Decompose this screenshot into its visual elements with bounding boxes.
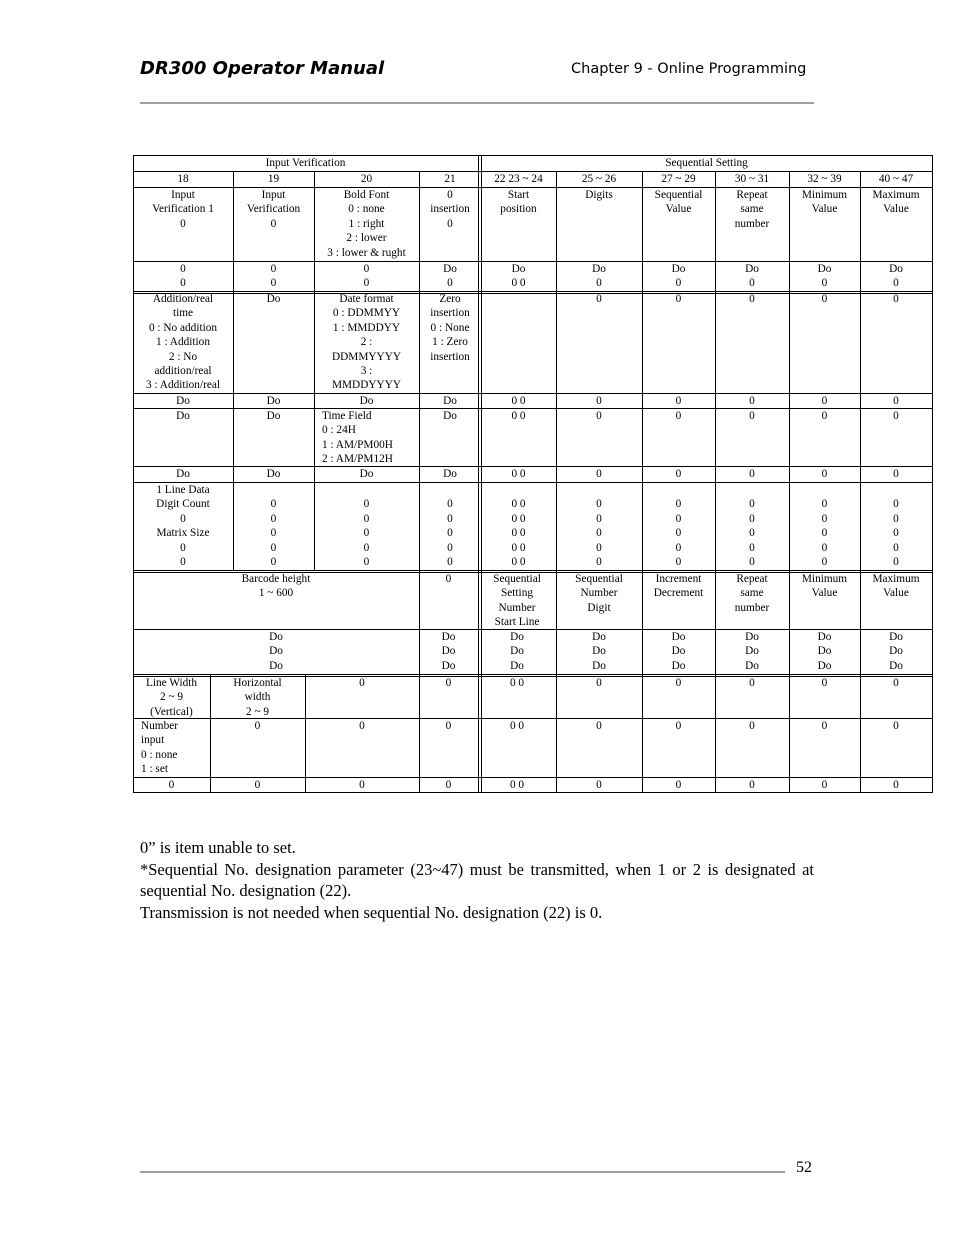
table-cell: 0 xyxy=(675,468,682,480)
table-cell: Do Do Do xyxy=(269,631,283,672)
chapter-title: Chapter 9 - Online Programming xyxy=(571,61,807,77)
table-cell: 22 23 ~ 24 xyxy=(494,173,543,185)
table-cell: Input Verification 0 xyxy=(246,189,301,230)
table-cell: Horizontal width 2 ~ 9 xyxy=(233,677,282,718)
table-cell: Sequential Setting Number Start Line xyxy=(493,573,541,629)
table-cell: 0 xyxy=(749,677,755,689)
table-cell: Time Field 0 : 24H 1 : AM/PM00H 2 : AM/PM12H xyxy=(322,410,393,466)
table-cell: 0 0 xyxy=(270,263,277,290)
table-cell: Do xyxy=(443,468,457,480)
table-cell: 0 xyxy=(893,395,899,407)
table-cell: 0 0 0 0 0 xyxy=(821,498,828,569)
table-cell: 25 ~ 26 xyxy=(581,173,617,185)
footer-rule xyxy=(140,1171,785,1173)
table-cell: 21 xyxy=(444,173,456,185)
table-cell: 32 ~ 39 xyxy=(807,173,842,185)
table-cell: 0 xyxy=(893,410,899,422)
table-rule xyxy=(133,674,932,675)
table-cell: 0 0 xyxy=(509,677,525,689)
table-cell: 0 xyxy=(749,779,755,791)
table-cell: Increment Decrement xyxy=(653,573,704,600)
table-cell: 0 xyxy=(445,573,452,585)
note-line: Transmission is not needed when sequential No. designation (22) is 0. xyxy=(140,902,603,922)
table-cell: 0 xyxy=(675,395,682,407)
table-cell: 19 xyxy=(267,173,280,185)
table-cell: 0 xyxy=(675,720,682,732)
table-cell: 18 xyxy=(177,173,189,185)
table-cell: Do xyxy=(359,468,374,480)
table-cell: 0 xyxy=(359,779,365,791)
table-cell: Minimum Value xyxy=(801,573,848,600)
table-cell: Do Do Do xyxy=(817,631,832,672)
table-cell: Do Do Do xyxy=(441,631,456,672)
table-cell: Bold Font 0 : none 1 : right 2 : lower 3 : lower & rught xyxy=(327,189,406,259)
notes xyxy=(140,837,814,923)
table-cell: Do Do Do xyxy=(592,631,606,672)
table-cell: 0 xyxy=(596,677,602,689)
table-cell: 1 Line Data Digit Count 0 Matrix Size 0 0 xyxy=(156,484,210,569)
table-cell: Do xyxy=(176,395,190,407)
table-cell: Do 0 xyxy=(817,263,832,290)
table-cell: 0 xyxy=(675,293,682,305)
table-cell: 0 xyxy=(893,720,899,732)
table-cell: 0 0 0 0 0 xyxy=(596,498,602,569)
table-cell: 0 0 0 0 0 xyxy=(749,498,755,569)
table-cell: 0 0 xyxy=(509,779,525,791)
header-rule xyxy=(140,102,814,104)
table-cell: Do Do Do xyxy=(510,631,524,672)
table-cell: 0 0 0 0 0 xyxy=(363,498,370,569)
table-cell: Zero insertion 0 : None 1 : Zero insertion xyxy=(430,293,470,363)
table-cell: Minimum Value xyxy=(801,189,848,216)
table-cell: 0 xyxy=(359,720,365,732)
table-cell: Do Do Do xyxy=(889,631,903,672)
table-cell: 0 xyxy=(821,779,828,791)
table-cell: Do Do Do xyxy=(671,631,686,672)
table-cell: Addition/real time 0 : No addition 1 : Addition 2 : No addition/real 3 : Addition/real xyxy=(145,293,221,392)
table-cell: Maximum Value xyxy=(872,189,920,216)
table-cell: 0 xyxy=(893,779,899,791)
table-cell: 40 ~ 47 xyxy=(878,173,914,185)
note-line: 0” is item unable to set. xyxy=(140,838,296,857)
table-cell: 0 xyxy=(445,779,452,791)
table-cell: Repeat same number xyxy=(734,189,770,230)
table-cell: Do xyxy=(176,468,190,480)
table-cell: 0 xyxy=(821,720,828,732)
table-cell: Do xyxy=(266,468,281,480)
table-cell: 0 xyxy=(821,410,828,422)
table-cell: 0 xyxy=(445,677,452,689)
table-cell: 0 xyxy=(893,468,899,480)
table-cell: 0 0 0 0 0 xyxy=(447,498,453,569)
table-cell: Barcode height 1 ~ 600 xyxy=(241,573,311,600)
table-cell: 0 xyxy=(596,779,602,791)
table-cell: 0 xyxy=(893,677,899,689)
note-line: *Sequential No. designation parameter (23~47) must be transmitted, when 1 or 2 is designated at sequential No. designation (22). xyxy=(140,859,814,900)
table-cell: 0 xyxy=(821,395,828,407)
page-number: 52 xyxy=(796,1159,812,1176)
table-cell: 0 xyxy=(596,720,602,732)
table-cell: 0 xyxy=(675,677,682,689)
table-cell: Repeat same number xyxy=(734,573,770,614)
table-cell: Do 0 xyxy=(443,263,457,290)
manual-title: DR300 Operator Manual xyxy=(140,58,385,79)
table-cell: 0 xyxy=(749,395,755,407)
table-cell: Line Width 2 ~ 9 (Vertical) xyxy=(145,677,198,718)
table-cell: 0 0 xyxy=(509,720,525,732)
table-cell: 0 xyxy=(821,677,828,689)
table-cell: 0 xyxy=(749,410,755,422)
table-cell: Do 0 xyxy=(671,263,686,290)
table-cell: 0 xyxy=(893,293,899,305)
table-cell: Date format 0 : DDMMYY 1 : MMDDYY 2 : DDMMYYYY 3 : MMDDYYYY xyxy=(331,293,402,392)
table-cell: Do xyxy=(176,410,190,422)
table-cell: 0 0 0 0 0 xyxy=(893,498,899,569)
table-cell: Start position xyxy=(500,189,537,216)
table-cell: Do xyxy=(266,293,281,305)
table-cell: 0 xyxy=(596,468,602,480)
table-cell: 0 0 xyxy=(511,395,526,407)
table-cell: 30 ~ 31 xyxy=(734,173,770,185)
table-cell: Do xyxy=(443,395,457,407)
table-cell: Sequential Value xyxy=(654,189,703,216)
table-cell: 0 insertion 0 xyxy=(430,189,470,230)
table-cell: Do xyxy=(443,410,457,422)
table-cell: Do 0 0 xyxy=(511,263,526,290)
table-cell: 0 0 xyxy=(363,263,370,290)
table-cell: Digits xyxy=(585,189,613,201)
table-cell: 0 xyxy=(821,468,828,480)
table-cell: Do 0 xyxy=(889,263,903,290)
table-cell: 20 xyxy=(360,173,373,185)
table-cell: 0 xyxy=(445,720,452,732)
table-cell: 0 0 xyxy=(180,263,186,290)
table-rule xyxy=(133,570,932,571)
table-cell: 0 0 xyxy=(511,410,526,422)
table-cell: 0 0 0 0 0 xyxy=(675,498,682,569)
table-cell: Input Verification 1 0 xyxy=(152,189,214,230)
table-cell: 0 xyxy=(254,779,261,791)
table-cell: 0 xyxy=(675,779,682,791)
table-cell: 0 xyxy=(749,720,755,732)
table-cell: 0 xyxy=(675,410,682,422)
table-cell: 0 xyxy=(254,720,261,732)
table-cell: Sequential Setting xyxy=(665,157,748,169)
table-cell: Do 0 xyxy=(592,263,606,290)
table-cell: Do xyxy=(266,395,281,407)
table-cell: 0 xyxy=(749,293,755,305)
table-cell: 0 xyxy=(596,395,602,407)
table-cell: 0 xyxy=(168,779,175,791)
table-rule xyxy=(932,155,933,793)
table-cell: 27 ~ 29 xyxy=(661,173,696,185)
table-cell: Sequential Number Digit xyxy=(575,573,623,614)
table-cell: Input Verification xyxy=(265,157,346,169)
table-cell: Do xyxy=(359,395,374,407)
table-cell: Do xyxy=(266,410,281,422)
table-cell: Do Do Do xyxy=(745,631,759,672)
table-cell: 0 xyxy=(596,410,602,422)
table-cell: Maximum Value xyxy=(872,573,920,600)
table-cell: 0 0 0 0 0 xyxy=(270,498,277,569)
table-cell: 0 0 0 0 0 0 0 0 0 0 xyxy=(511,498,526,569)
table-cell: Number input 0 : none 1 : set xyxy=(141,720,179,776)
table-cell: Do 0 xyxy=(745,263,759,290)
table-cell: 0 xyxy=(359,677,365,689)
table-cell: 0 xyxy=(821,293,828,305)
table-cell: 0 xyxy=(596,293,602,305)
table-cell: 0 xyxy=(749,468,755,480)
table-cell: 0 0 xyxy=(511,468,526,480)
